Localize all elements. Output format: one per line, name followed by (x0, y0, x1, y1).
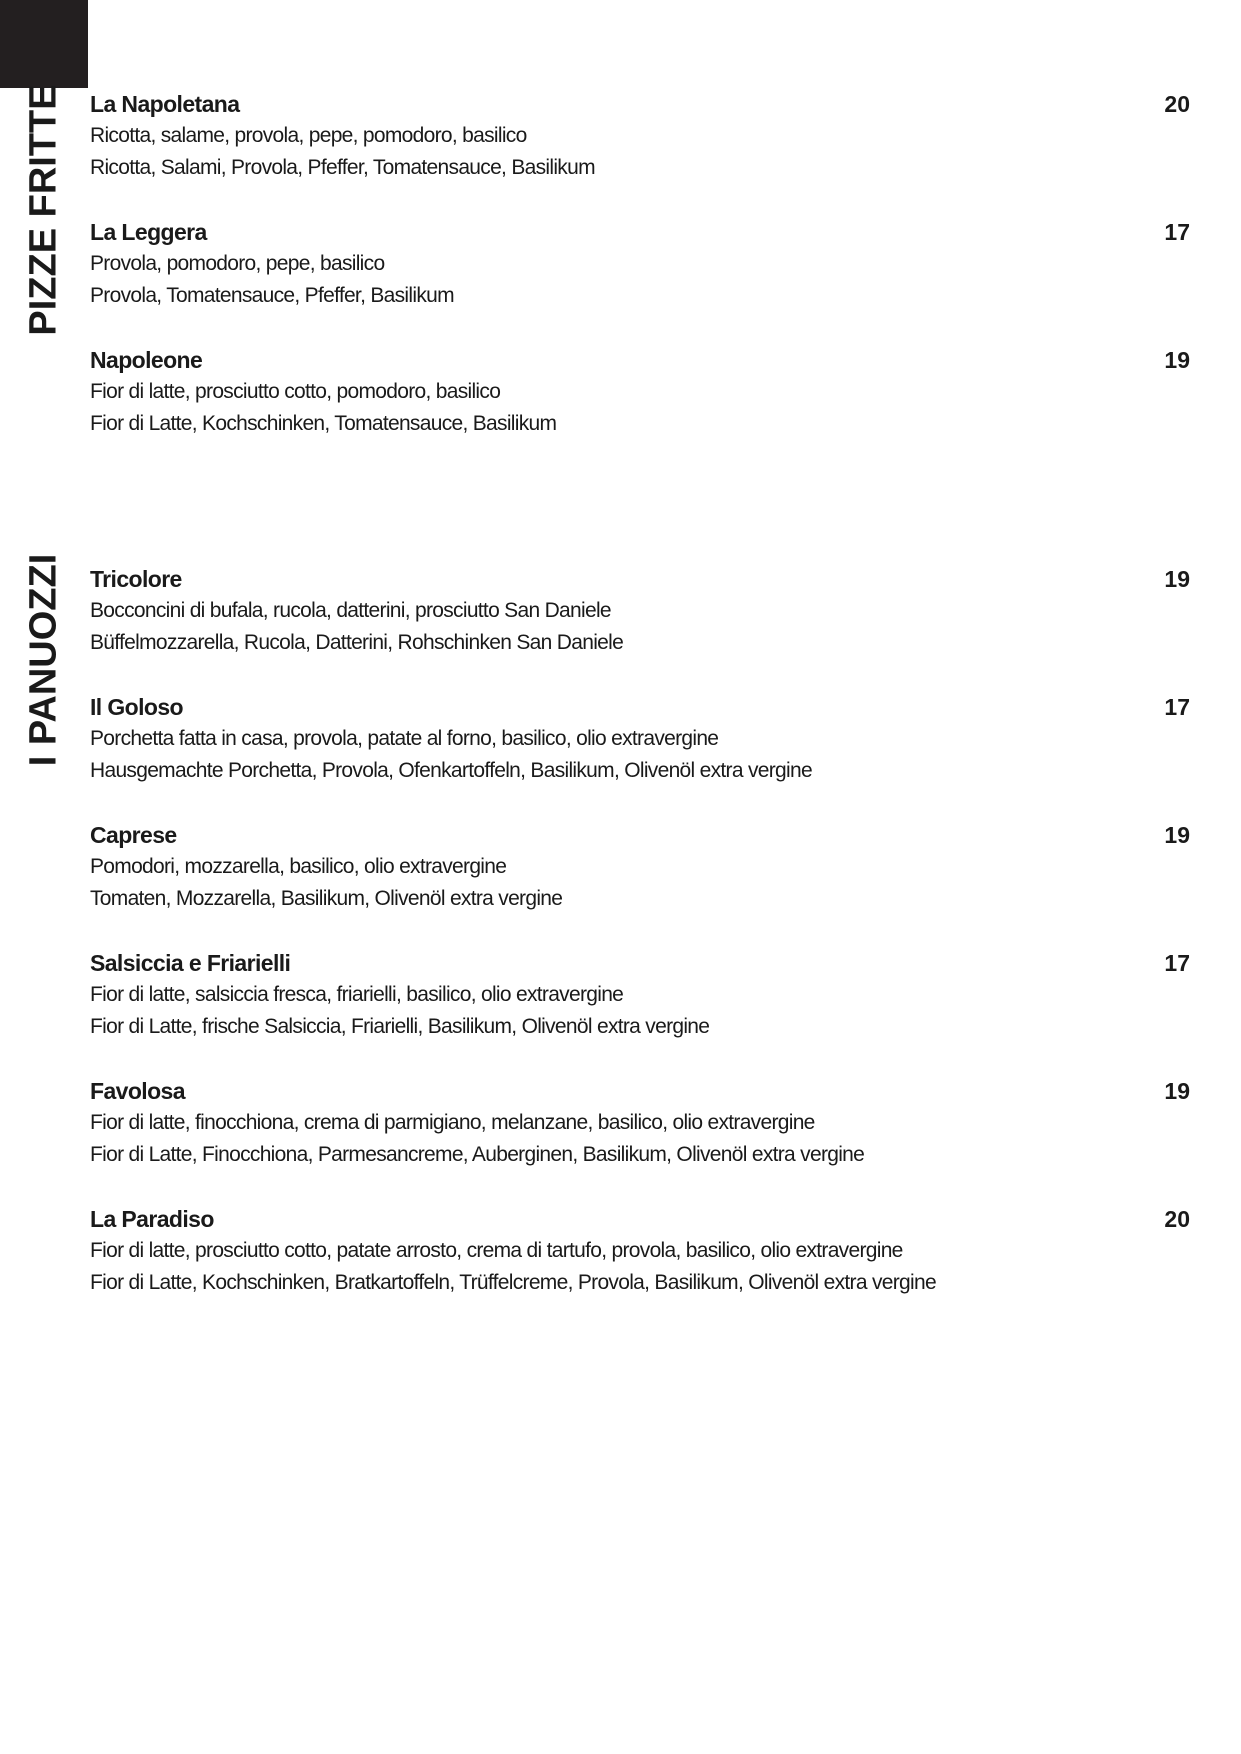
item-name: La Leggera (90, 219, 207, 245)
menu-item (90, 1075, 1190, 1175)
section-title-i-panuozzi: I PANUOZZI (22, 553, 65, 767)
item-name: Caprese (90, 822, 177, 848)
item-price: 19 (1164, 347, 1190, 373)
item-description-italian: Provola, pomodoro, pepe, basilico (90, 252, 385, 275)
menu-item (90, 819, 1190, 919)
menu-item (90, 344, 1190, 444)
item-name: Favolosa (90, 1078, 185, 1104)
item-description-german: Fior di Latte, Kochschinken, Tomatensauce, Basilikum (90, 412, 557, 435)
item-price: 17 (1164, 950, 1190, 976)
item-description-german: Büffelmozzarella, Rucola, Datterini, Rohschinken San Daniele (90, 631, 624, 654)
item-description-german: Fior di Latte, Finocchiona, Parmesancreme, Auberginen, Basilikum, Olivenöl extra vergine (90, 1143, 865, 1166)
item-description-italian: Ricotta, salame, provola, pepe, pomodoro, basilico (90, 124, 527, 147)
item-price: 19 (1164, 822, 1190, 848)
item-description-italian: Fior di latte, finocchiona, crema di parmigiano, melanzane, basilico, olio extravergine (90, 1111, 815, 1134)
menu-item (90, 1203, 1190, 1303)
menu-item (90, 216, 1190, 316)
item-description-italian: Fior di latte, prosciutto cotto, pomodoro, basilico (90, 380, 501, 403)
corner-decoration (0, 0, 88, 88)
item-price: 19 (1164, 566, 1190, 592)
item-description-german: Hausgemachte Porchetta, Provola, Ofenkartoffeln, Basilikum, Olivenöl extra vergine (90, 759, 812, 782)
item-price: 19 (1164, 1078, 1190, 1104)
item-description-german: Fior di Latte, Kochschinken, Bratkartoffeln, Trüffelcreme, Provola, Basilikum, Olivenöl extra vergine (90, 1271, 936, 1294)
item-name: Napoleone (90, 347, 203, 373)
item-description-german: Fior di Latte, frische Salsiccia, Friarielli, Basilikum, Olivenöl extra vergine (90, 1015, 710, 1038)
item-description-italian: Fior di latte, prosciutto cotto, patate arrosto, crema di tartufo, provola, basilico, olio extravergine (90, 1239, 903, 1262)
item-price: 20 (1164, 1206, 1190, 1232)
item-description-german: Provola, Tomatensauce, Pfeffer, Basilikum (90, 284, 454, 307)
section-title-pizze-fritte: PIZZE FRITTE (22, 84, 65, 336)
menu-item (90, 563, 1190, 663)
item-name: La Paradiso (90, 1206, 214, 1232)
item-name: Il Goloso (90, 694, 183, 720)
menu-item (90, 691, 1190, 791)
menu-item (90, 88, 1190, 188)
item-price: 20 (1164, 91, 1190, 117)
item-name: Tricolore (90, 566, 182, 592)
item-description-italian: Bocconcini di bufala, rucola, datterini, prosciutto San Daniele (90, 599, 611, 622)
item-price: 17 (1164, 219, 1190, 245)
item-name: La Napoletana (90, 91, 240, 117)
item-description-german: Ricotta, Salami, Provola, Pfeffer, Tomatensauce, Basilikum (90, 156, 595, 179)
item-description-german: Tomaten, Mozzarella, Basilikum, Olivenöl extra vergine (90, 887, 563, 910)
item-price: 17 (1164, 694, 1190, 720)
item-description-italian: Pomodori, mozzarella, basilico, olio extravergine (90, 855, 507, 878)
item-description-italian: Fior di latte, salsiccia fresca, friarielli, basilico, olio extravergine (90, 983, 624, 1006)
menu-item (90, 947, 1190, 1047)
item-name: Salsiccia e Friarielli (90, 950, 291, 976)
item-description-italian: Porchetta fatta in casa, provola, patate al forno, basilico, olio extravergine (90, 727, 719, 750)
